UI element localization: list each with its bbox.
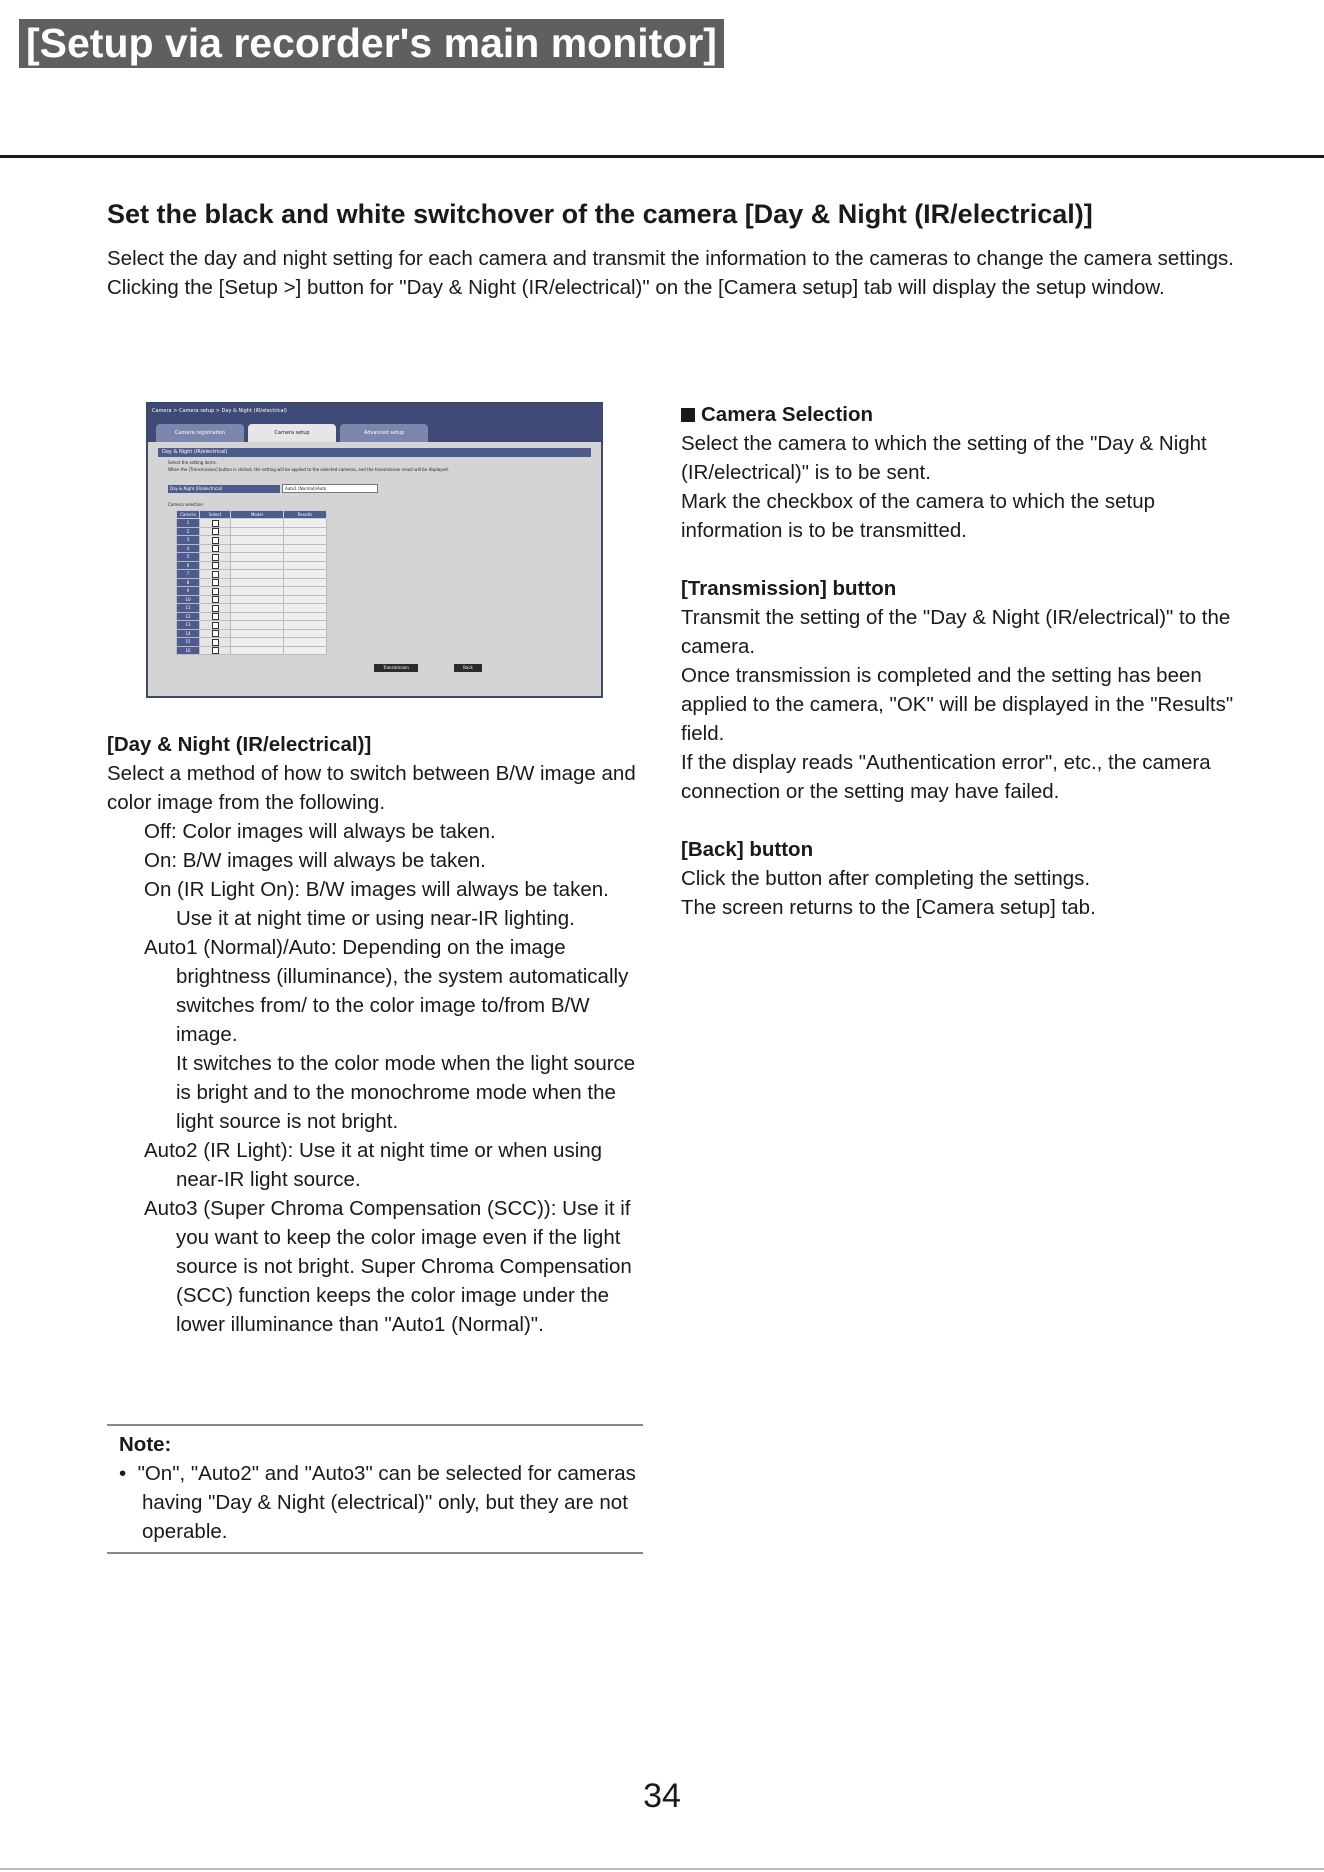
camera-result-cell	[284, 519, 327, 528]
camera-number: 11	[177, 604, 200, 613]
camera-checkbox[interactable]	[212, 537, 219, 544]
camera-model-cell	[231, 561, 284, 570]
camera-result-cell	[284, 587, 327, 596]
camera-selection-text: Mark the checkbox of the camera to which the setup information is to be transmitted.	[681, 490, 1156, 542]
camera-result-cell	[284, 544, 327, 553]
screenshot-instruction: When the [Transmission] button is clicked, the setting will be applied to the selected cameras, and the transmission result will be displayed.	[168, 467, 449, 472]
column-header: Camera	[177, 511, 200, 519]
setup-window-screenshot	[146, 402, 603, 698]
section-heading: Set the black and white switchover of the camera [Day & Night (IR/electrical)]	[107, 199, 1093, 229]
spacer	[681, 545, 1241, 574]
camera-result-cell	[284, 595, 327, 604]
camera-number: 15	[177, 638, 200, 647]
camera-select-cell	[200, 587, 231, 596]
camera-number: 12	[177, 612, 200, 621]
camera-selection-text: Select the camera to which the setting of the "Day & Night (IR/electrical)" is to be sent.	[681, 432, 1207, 484]
camera-row	[177, 519, 327, 528]
camera-number: 10	[177, 595, 200, 604]
camera-model-cell	[231, 638, 284, 647]
option-auto2: Auto2 (IR Light): Use it at night time or when using near-IR light source.	[144, 1139, 603, 1191]
camera-row	[177, 604, 327, 613]
back-button[interactable]: Back	[454, 664, 482, 672]
camera-select-cell	[200, 604, 231, 613]
option-on-ir: On (IR Light On): B/W images will always be taken. Use it at night time or using near-IR lighting.	[144, 878, 609, 930]
camera-number: 16	[177, 646, 200, 655]
camera-select-cell	[200, 527, 231, 536]
camera-result-cell	[284, 536, 327, 545]
camera-checkbox[interactable]	[212, 647, 219, 654]
camera-row	[177, 536, 327, 545]
camera-result-cell	[284, 553, 327, 562]
spacer	[681, 806, 1241, 835]
camera-result-cell	[284, 578, 327, 587]
camera-result-cell	[284, 629, 327, 638]
camera-checkbox[interactable]	[212, 545, 219, 552]
camera-select-cell	[200, 612, 231, 621]
camera-select-cell	[200, 578, 231, 587]
camera-row	[177, 587, 327, 596]
column-header: Results	[284, 511, 327, 519]
camera-checkbox[interactable]	[212, 520, 219, 527]
note-box	[107, 1424, 643, 1554]
camera-checkbox[interactable]	[212, 579, 219, 586]
camera-number: 13	[177, 621, 200, 630]
intro-paragraph: Select the day and night setting for each camera and transmit the information to the cameras to change the camera settings.	[107, 247, 1234, 270]
camera-model-cell	[231, 646, 284, 655]
camera-result-cell	[284, 612, 327, 621]
camera-select-cell	[200, 519, 231, 528]
page-banner: [Setup via recorder's main monitor]	[19, 19, 724, 68]
camera-checkbox[interactable]	[212, 588, 219, 595]
camera-row	[177, 595, 327, 604]
camera-checkbox[interactable]	[212, 571, 219, 578]
camera-result-cell	[284, 638, 327, 647]
camera-select-cell	[200, 646, 231, 655]
day-night-select[interactable]: Auto1 (Normal)/Auto	[282, 484, 378, 493]
camera-row	[177, 578, 327, 587]
camera-row	[177, 544, 327, 553]
note-item: • "On", "Auto2" and "Auto3" can be selected for cameras having "Day & Night (electrical)" only, but they are not operable.	[119, 1462, 636, 1543]
camera-row	[177, 612, 327, 621]
option-off: Off: Color images will always be taken.	[144, 820, 496, 843]
right-column	[681, 400, 1241, 922]
camera-result-cell	[284, 561, 327, 570]
camera-model-cell	[231, 570, 284, 579]
camera-number: 1	[177, 519, 200, 528]
camera-select-cell	[200, 561, 231, 570]
column-header: Select	[200, 511, 231, 519]
camera-number: 8	[177, 578, 200, 587]
note-title: Note:	[119, 1433, 172, 1456]
transmission-text: If the display reads "Authentication error", etc., the camera connection or the setting may have failed.	[681, 751, 1211, 803]
camera-model-cell	[231, 629, 284, 638]
screenshot-camera-selection-label: Camera selection	[168, 502, 203, 507]
screenshot-field-label: Day & Night (IR/electrical)	[168, 485, 280, 493]
camera-checkbox[interactable]	[212, 562, 219, 569]
transmission-heading: [Transmission] button	[681, 577, 897, 600]
camera-model-cell	[231, 612, 284, 621]
camera-number: 5	[177, 553, 200, 562]
column-header: Model	[231, 511, 284, 519]
camera-checkbox[interactable]	[212, 528, 219, 535]
section-intro	[107, 244, 1237, 302]
note-item-text: "On", "Auto2" and "Auto3" can be selected for cameras having "Day & Night (electrical)" only, but they are not operable.	[137, 1462, 636, 1543]
option-auto1: Auto1 (Normal)/Auto: Depending on the image brightness (illuminance), the system automatically switches from/ to the color image to/from B/W image.	[144, 936, 629, 1046]
camera-selection-heading-text: Camera Selection	[701, 403, 874, 426]
camera-checkbox[interactable]	[212, 554, 219, 561]
camera-row	[177, 527, 327, 536]
camera-checkbox[interactable]	[212, 605, 219, 612]
screenshot-breadcrumb: Camera > Camera setup > Day & Night (IR/electrical)	[148, 404, 601, 418]
camera-selection-table	[176, 510, 327, 655]
camera-number: 14	[177, 629, 200, 638]
square-bullet-icon	[681, 408, 695, 422]
camera-select-cell	[200, 595, 231, 604]
camera-result-cell	[284, 646, 327, 655]
camera-select-cell	[200, 570, 231, 579]
camera-checkbox[interactable]	[212, 622, 219, 629]
camera-row	[177, 629, 327, 638]
camera-select-cell	[200, 621, 231, 630]
camera-row	[177, 621, 327, 630]
camera-result-cell	[284, 527, 327, 536]
transmission-button[interactable]: Transmission	[374, 664, 418, 672]
camera-number: 4	[177, 544, 200, 553]
camera-select-cell	[200, 544, 231, 553]
camera-model-cell	[231, 536, 284, 545]
option-auto3: Auto3 (Super Chroma Compensation (SCC)): Use it if you want to keep the color image even if the light source is not bright. Super Chroma Compensation (SCC) function keeps the color image under the lower illuminance than "Auto1 (Normal)".	[144, 1197, 632, 1336]
back-text: The screen returns to the [Camera setup] tab.	[681, 896, 1096, 919]
camera-model-cell	[231, 544, 284, 553]
camera-row	[177, 570, 327, 579]
camera-model-cell	[231, 578, 284, 587]
camera-select-cell	[200, 553, 231, 562]
camera-model-cell	[231, 527, 284, 536]
camera-number: 9	[177, 587, 200, 596]
camera-number: 6	[177, 561, 200, 570]
intro-paragraph: Clicking the [Setup >] button for "Day & Night (IR/electrical)" on the [Camera setup] tab will display the setup window.	[107, 276, 1165, 299]
camera-model-cell	[231, 519, 284, 528]
camera-checkbox[interactable]	[212, 613, 219, 620]
screenshot-panel-title: Day & Night (IR/electrical)	[158, 448, 591, 457]
camera-model-cell	[231, 553, 284, 562]
camera-row	[177, 553, 327, 562]
camera-model-cell	[231, 621, 284, 630]
option-auto1-detail: It switches to the color mode when the light source is bright and to the monochrome mode when the light source is not bright.	[176, 1052, 636, 1133]
camera-model-cell	[231, 604, 284, 613]
camera-result-cell	[284, 570, 327, 579]
back-text: Click the button after completing the settings.	[681, 867, 1091, 890]
left-column	[107, 730, 647, 1339]
transmission-text: Transmit the setting of the "Day & Night (IR/electrical)" to the camera.	[681, 606, 1231, 658]
camera-select-cell	[200, 638, 231, 647]
tab-camera-registration[interactable]: Camera registration	[156, 424, 244, 442]
transmission-text: Once transmission is completed and the setting has been applied to the camera, "OK" will be displayed in the "Results" field.	[681, 664, 1234, 745]
page-number: 34	[643, 1777, 681, 1815]
camera-row	[177, 646, 327, 655]
camera-number: 2	[177, 527, 200, 536]
day-night-heading: [Day & Night (IR/electrical)]	[107, 733, 372, 756]
camera-select-cell	[200, 629, 231, 638]
tab-camera-setup[interactable]: Camera setup	[248, 424, 336, 442]
day-night-intro: Select a method of how to switch between B/W image and color image from the following.	[107, 762, 636, 814]
back-heading: [Back] button	[681, 838, 814, 861]
camera-number: 3	[177, 536, 200, 545]
camera-result-cell	[284, 621, 327, 630]
camera-checkbox[interactable]	[212, 630, 219, 637]
camera-select-cell	[200, 536, 231, 545]
camera-model-cell	[231, 587, 284, 596]
camera-model-cell	[231, 595, 284, 604]
screenshot-tab-bar	[148, 418, 601, 442]
header-divider	[0, 155, 1324, 158]
tab-advanced-setup[interactable]: Advanced setup	[340, 424, 428, 442]
camera-selection-heading	[681, 400, 1241, 429]
camera-row	[177, 638, 327, 647]
camera-result-cell	[284, 604, 327, 613]
screenshot-instruction: Select the setting items.	[168, 460, 217, 465]
footer-divider	[0, 1868, 1324, 1870]
camera-row	[177, 561, 327, 570]
camera-number: 7	[177, 570, 200, 579]
camera-checkbox[interactable]	[212, 639, 219, 646]
camera-checkbox[interactable]	[212, 596, 219, 603]
option-on: On: B/W images will always be taken.	[144, 849, 486, 872]
